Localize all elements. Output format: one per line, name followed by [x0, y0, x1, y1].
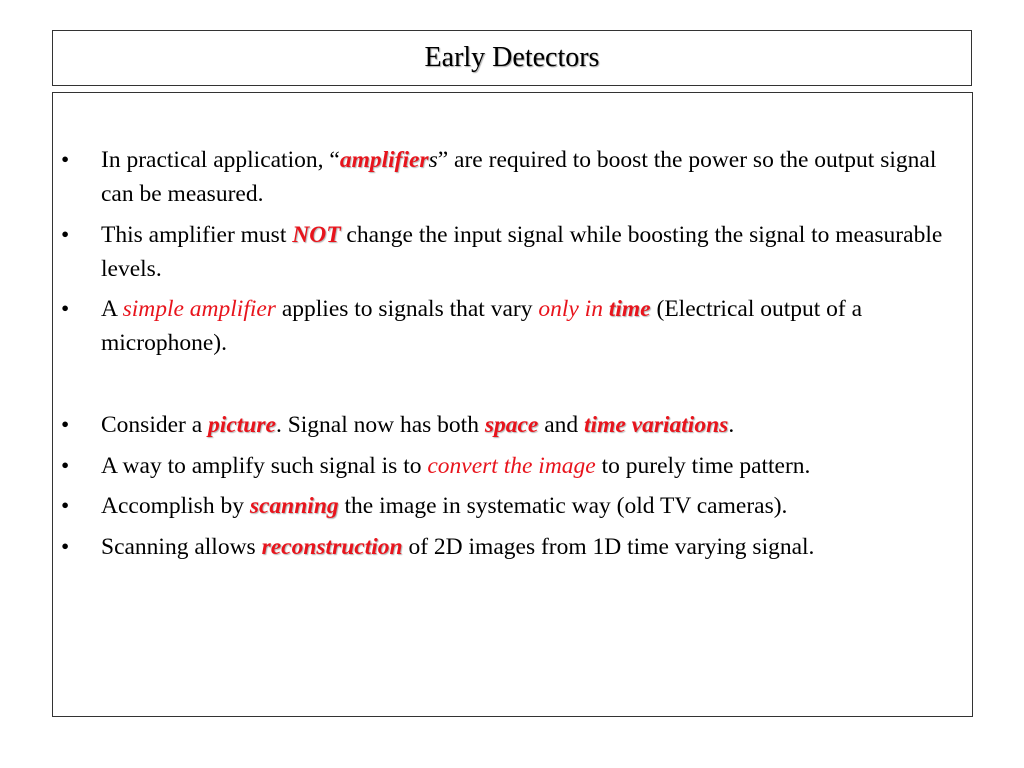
bullet-text: A way to amplify such signal is to — [101, 453, 428, 479]
bullet-text: ” are required to boost the power so the output signal can be measured. — [101, 147, 937, 207]
bullet-text: to purely time pattern. — [595, 453, 811, 479]
bullet-item — [61, 218, 966, 286]
bullet-text: of 2D images from 1D time varying signal. — [402, 534, 815, 560]
bullet-text: This amplifier must — [101, 222, 293, 248]
bullet-item — [61, 489, 966, 523]
emphasis-text: picture — [208, 412, 276, 438]
bullet-marker: • — [61, 453, 70, 479]
bullet-text: . — [728, 412, 735, 438]
bullet-item — [61, 292, 966, 360]
bullet-text: Scanning allows — [101, 534, 262, 560]
bullet-marker: • — [61, 412, 70, 438]
bullet-text: . Signal now has both — [275, 412, 485, 438]
bullet-item — [61, 408, 966, 442]
emphasis-text: amplifier — [339, 147, 429, 173]
bullet-marker: • — [61, 147, 70, 173]
bullet-text: the image in systematic way (old TV cameras). — [338, 493, 788, 519]
bullet-marker: • — [61, 296, 70, 322]
bullet-marker: • — [61, 493, 70, 519]
emphasis-text: s — [428, 147, 438, 173]
bullet-text: and — [538, 412, 585, 438]
emphasis-text: reconstruction — [261, 534, 403, 560]
bullet-text: Accomplish by — [101, 493, 250, 519]
bullet-marker: • — [61, 534, 70, 560]
emphasis-text: convert the image — [427, 453, 596, 479]
emphasis-text: simple amplifier — [122, 296, 276, 322]
slide-content-box — [52, 92, 973, 717]
emphasis-text: time — [608, 296, 651, 322]
bullet-text: Consider a — [101, 412, 209, 438]
bullet-item — [61, 530, 966, 564]
slide-title-box — [52, 30, 972, 86]
emphasis-text: space — [484, 412, 539, 438]
bullet-text: applies to signals that vary — [275, 296, 539, 322]
bullet-item — [61, 449, 966, 483]
bullet-text: change the input signal while boosting the signal to measurable levels. — [101, 222, 943, 282]
emphasis-text: scanning — [249, 493, 339, 519]
emphasis-text: time variations — [584, 412, 729, 438]
bullet-text: In practical application, “ — [101, 147, 340, 173]
emphasis-text: NOT — [292, 222, 341, 248]
bullet-marker: • — [61, 222, 70, 248]
slide-title: Early Detectors — [424, 42, 600, 73]
bullet-text: A — [101, 296, 123, 322]
bullet-item — [61, 143, 966, 211]
bullet-text: (Electrical output of a microphone). — [101, 296, 863, 356]
emphasis-text: only in — [538, 296, 609, 322]
